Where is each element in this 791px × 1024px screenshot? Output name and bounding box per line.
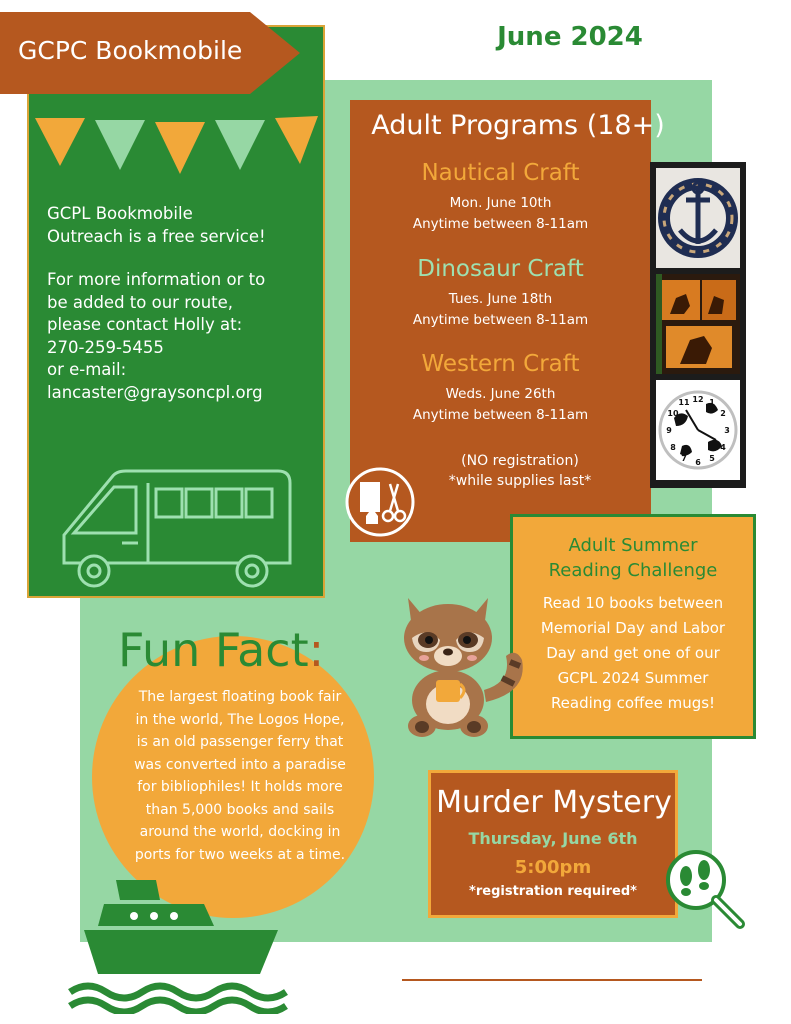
reading-line: GCPL 2024 Summer: [557, 669, 709, 687]
info-line: or e-mail:: [47, 360, 127, 379]
clock-numeral: 9: [666, 426, 672, 435]
craft-title-dinosaur: Dinosaur Craft: [417, 256, 584, 282]
fact-line: was converted into a paradise: [134, 756, 346, 773]
banner-title: GCPC Bookmobile: [18, 36, 243, 65]
info-line: please contact Holly at:: [47, 315, 243, 334]
reading-challenge-text: [514, 591, 752, 716]
fact-line: than 5,000 books and sails: [145, 801, 335, 818]
info-line: For more information or to: [47, 270, 266, 289]
van-icon: [52, 463, 302, 589]
murder-mystery-time: 5:00pm: [514, 857, 592, 878]
supplies-note-text: *while supplies last*: [448, 473, 592, 489]
fact-line: ports for two weeks at a time.: [134, 846, 346, 863]
info-line: GCPL Bookmobile: [47, 204, 193, 223]
murder-mystery-date: Thursday, June 6th: [468, 829, 638, 848]
info-line: Outreach is a free service!: [47, 226, 266, 246]
craft-time: Anytime between 8-11am: [412, 216, 589, 232]
clock-numeral: 12: [692, 395, 704, 404]
clock-numeral: 8: [670, 443, 676, 452]
reading-title-line: Adult Summer: [568, 535, 698, 556]
ship-icon: [64, 874, 288, 1014]
no-registration-text: (NO registration): [461, 453, 579, 469]
clock-numeral: 3: [724, 426, 730, 435]
murder-mystery-note: *registration required*: [469, 884, 637, 899]
reading-line: Day and get one of our: [546, 644, 720, 662]
clock-numeral: 2: [720, 409, 726, 418]
fact-line: The largest floating book fair: [138, 689, 342, 705]
fun-fact-text: [98, 686, 382, 866]
clock-numeral: 5: [709, 454, 715, 463]
clock-numeral: 6: [695, 458, 701, 467]
craft-title-nautical: Nautical Craft: [421, 160, 580, 186]
dinosaur-craft-photo: [656, 274, 740, 374]
fun-fact-title: Fun Fact: [118, 623, 309, 677]
craft-supplies-icon: [344, 466, 416, 538]
phone-number: 270-259-5455: [47, 337, 164, 357]
fact-line: is an old passenger ferry that: [136, 734, 344, 750]
reading-title-line: Reading Challenge: [548, 560, 718, 581]
fun-fact-heading: [118, 620, 378, 680]
fun-fact-colon: :: [308, 623, 325, 677]
craft-photo-strip: [650, 162, 746, 488]
craft-date: Mon. June 10th: [449, 195, 552, 211]
reading-line: Read 10 books between: [542, 594, 724, 612]
clock-numeral: 1: [709, 398, 715, 407]
fact-line: in the world, The Logos Hope,: [135, 711, 345, 728]
craft-time: Anytime between 8-11am: [412, 312, 589, 328]
murder-mystery-title: Murder Mystery: [436, 785, 672, 820]
clock-numeral: 10: [667, 409, 679, 418]
email-address: lancaster@graysoncpl.org: [47, 382, 263, 402]
fact-line: around the world, docking in: [139, 824, 341, 840]
craft-time: Anytime between 8-11am: [412, 407, 589, 423]
reading-line: Reading coffee mugs!: [550, 694, 716, 712]
adult-programs-title: Adult Programs (18+): [371, 110, 665, 141]
raccoon-icon: [398, 582, 538, 742]
craft-date: Weds. June 26th: [445, 386, 556, 402]
fact-line: for bibliophiles! It holds more: [137, 779, 343, 795]
bottom-divider: [402, 979, 702, 981]
reading-challenge-title: [510, 533, 756, 583]
contact-info: [47, 203, 317, 404]
clock-numeral: 4: [720, 443, 726, 452]
western-clock-photo: [656, 380, 740, 480]
info-line: be added to our route,: [47, 292, 234, 312]
nautical-wreath-photo: [656, 168, 740, 268]
clock-numeral: 11: [678, 398, 690, 407]
reading-line: Memorial Day and Labor: [540, 619, 726, 637]
magnifier-footprints-icon: [660, 846, 750, 936]
clock-numeral: 7: [681, 454, 687, 463]
craft-date: Tues. June 18th: [448, 291, 553, 307]
bunting-icon: [30, 108, 320, 188]
month-heading: June 2024: [497, 22, 643, 52]
craft-title-western: Western Craft: [421, 351, 580, 377]
